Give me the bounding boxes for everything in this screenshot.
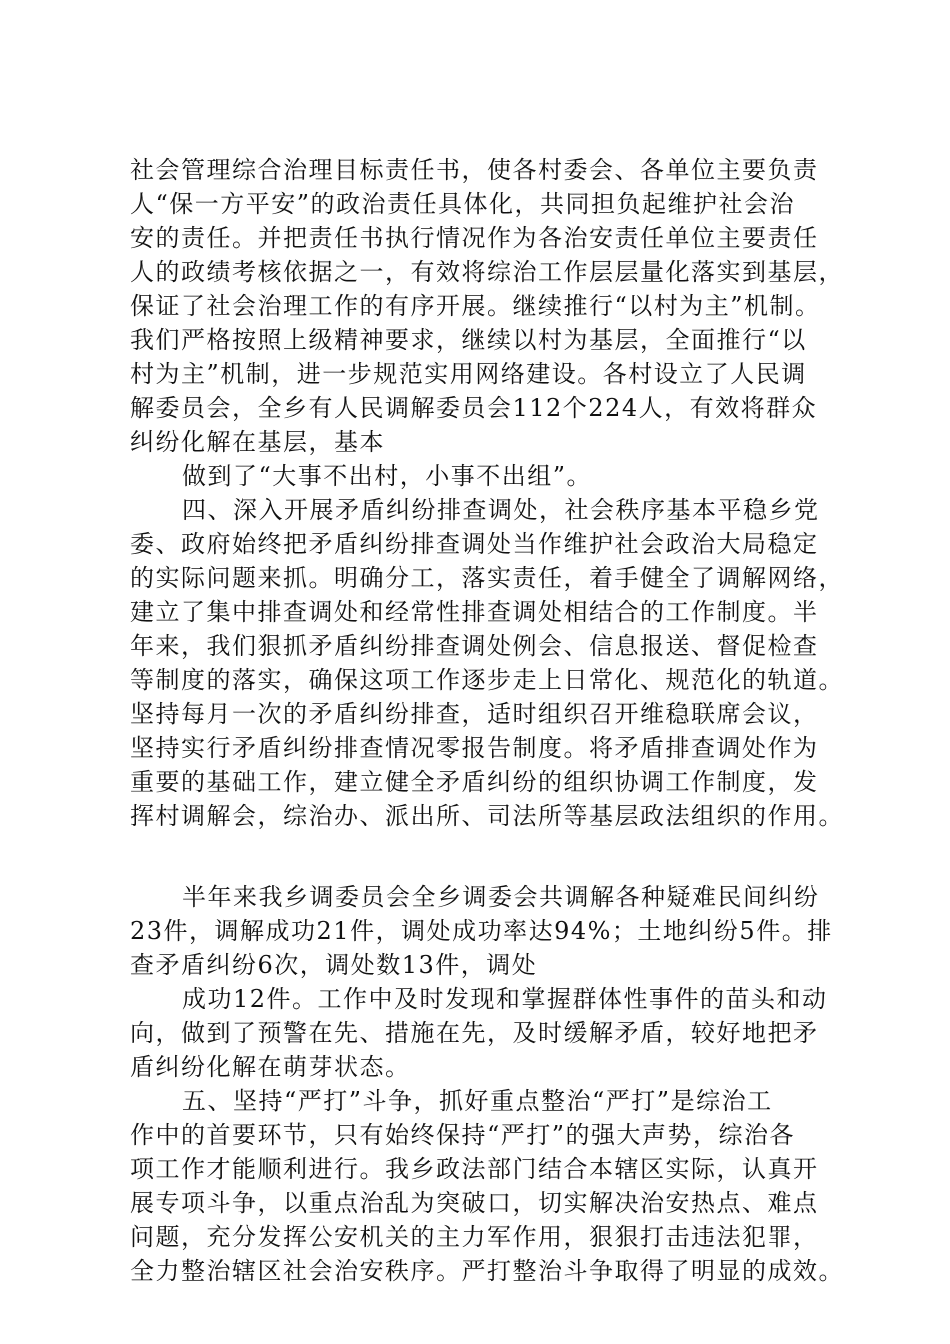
paragraph-gap [130, 833, 850, 880]
section-four-start: 四、深入开展矛盾纠纷排查调处，社会秩序基本平稳乡党 [182, 496, 820, 524]
text-line: 等制度的落实，确保这项工作逐步走上日常化、规范化的轨道。 [130, 666, 844, 694]
text-line: 23件，调解成功21件，调处成功率达94%；土地纠纷5件。排 [130, 917, 833, 945]
text-line: 人“保一方平安”的政治责任具体化，共同担负起维护社会治 [130, 190, 796, 218]
text-line: 坚持每月一次的矛盾纠纷排查，适时组织召开维稳联席会议， [130, 700, 819, 728]
text-line: 人的政绩考核依据之一，有效将综治工作层层量化落实到基层， [130, 258, 844, 286]
text-line: 向，做到了预警在先、措施在先，及时缓解矛盾，较好地把矛 [130, 1019, 819, 1047]
text-line: 重要的基础工作，建立健全矛盾纠纷的组织协调工作制度，发 [130, 768, 819, 796]
text-line: 挥村调解会，综治办、派出所、司法所等基层政法组织的作用。 [130, 802, 844, 830]
text-line: 全力整治辖区社会治安秩序。严打整治斗争取得了明显的成效。 [130, 1257, 844, 1285]
text-line: 成功12件。工作中及时发现和掌握群体性事件的苗头和动 [182, 985, 828, 1013]
text-line: 解委员会，全乡有人民调解委员会112个224人，有效将群众 [130, 394, 818, 422]
text-line: 纠纷化解在基层，基本 [130, 428, 385, 456]
text-line: 委、政府始终把矛盾纠纷排查调处当作维护社会政治大局稳定 [130, 530, 819, 558]
text-line: 保证了社会治理工作的有序开展。继续推行“以村为主”机制。 [130, 292, 821, 320]
text-line: 年来，我们狠抓矛盾纠纷排查调处例会、信息报送、督促检查 [130, 632, 819, 660]
text-line: 展专项斗争，以重点治乱为突破口，切实解决治安热点、难点 [130, 1189, 819, 1217]
text-line: 问题，充分发挥公安机关的主力军作用，狠狠打击违法犯罪， [130, 1223, 819, 1251]
text-line: 做到了“大事不出村，小事不出组”。 [182, 462, 593, 490]
section-five-start: 五、坚持“严打”斗争，抓好重点整治“严打”是综治工 [182, 1087, 773, 1115]
text-line: 坚持实行矛盾纠纷排查情况零报告制度。将矛盾排查调处作为 [130, 734, 819, 762]
text-line: 查矛盾纠纷6次，调处数13件，调处 [130, 951, 538, 979]
text-line: 安的责任。并把责任书执行情况作为各治安责任单位主要责任 [130, 224, 819, 252]
text-line: 作中的首要环节，只有始终保持“严打”的强大声势，综治各 [130, 1121, 796, 1149]
text-line: 的实际问题来抓。明确分工，落实责任，着手健全了调解网络， [130, 564, 844, 592]
text-line: 项工作才能顺利进行。我乡政法部门结合本辖区实际，认真开 [130, 1155, 819, 1183]
text-line: 建立了集中排查调处和经常性排查调处相结合的工作制度。半 [130, 598, 819, 626]
text-line: 半年来我乡调委员会全乡调委会共调解各种疑难民间纠纷 [182, 883, 820, 911]
document-body [130, 153, 850, 1288]
text-line: 我们严格按照上级精神要求，继续以村为基层，全面推行“以 [130, 326, 807, 354]
text-line: 盾纠纷化解在萌芽状态。 [130, 1053, 411, 1081]
text-line: 社会管理综合治理目标责任书，使各村委会、各单位主要负责 [130, 156, 819, 184]
text-line: 村为主”机制，进一步规范实用网络建设。各村设立了人民调 [130, 360, 807, 388]
